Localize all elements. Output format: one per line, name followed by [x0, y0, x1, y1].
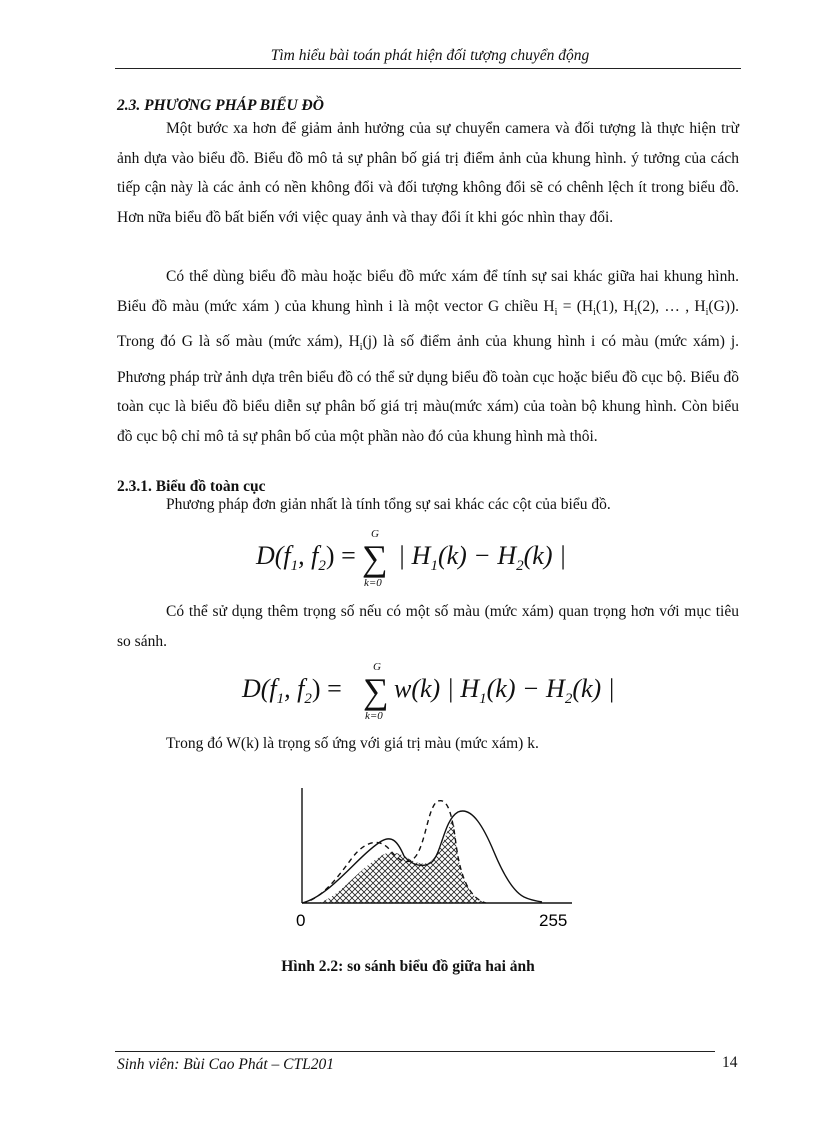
x-axis-min-label: 0	[296, 911, 306, 930]
page-number: 14	[722, 1054, 738, 1071]
subsection-heading: 2.3.1. Biểu đồ toàn cục	[117, 478, 266, 495]
eq1-sum-symbol: ∑	[362, 538, 388, 578]
overlap-hatched-area	[318, 820, 486, 903]
para2-sub-3: i	[634, 306, 638, 318]
subsection-line-3: Trong đó W(k) là trọng số ứng với giá trị màu (mức xám) k.	[166, 735, 539, 752]
x-axis-max-label: 255	[539, 911, 568, 930]
eq1-lower-limit: k=0	[364, 577, 382, 589]
eq1-upper-limit: G	[371, 528, 379, 540]
header-rule	[115, 68, 741, 69]
eq2-lhs: $D(f_1$, $f_2$) =	[242, 674, 342, 708]
para2-text-c: (1), H	[595, 297, 635, 315]
para2-sub-2: i	[593, 306, 596, 318]
eq2-rhs: w(k) | $H_1(k) - H_2(k)$ |	[394, 674, 615, 708]
para2-sub-4: i	[705, 306, 709, 318]
paragraph-1: Một bước xa hơn để giảm ảnh hưởng của sự chuyển camera và đối tượng là thực hiện trừ ảnh dựa vào biểu đồ. Biểu đồ mô tả sự phân bố giá trị điểm ảnh của khung hình. ý tưởng của cách tiếp cận này là các ảnh có nền không đổi và đối tượng không đổi sẽ có chênh lệch ít trong biểu đồ. Hơn nữa biểu đồ bất biến với việc quay ảnh và thay đổi ít khi góc nhìn thay đổi.	[117, 120, 739, 226]
eq2-upper-limit: G	[373, 661, 381, 673]
para2-text-a: Có thể dùng biểu đồ màu hoặc biểu đồ mức xám để tính sự sai khác giữa hai khung hình. Biểu đồ màu (mức xám ) của khung hình i là một vector G chiều H	[117, 268, 739, 315]
paragraph-2	[117, 262, 739, 451]
histogram-comparison-figure	[280, 784, 590, 934]
eq1-lhs: $D(f_1$, $f_2$) =	[256, 541, 356, 575]
eq2-sum-symbol: ∑	[363, 671, 389, 711]
para2-text-f: (j) là số điểm ảnh của khung hình i có màu (mức xám) j. Phương pháp trừ ảnh dựa trên biểu đồ có thể sử dụng biểu đồ toàn cục hoặc biểu đồ cục bộ. Biểu đồ toàn cục là biểu đồ biểu diễn sự phân bố giá trị màu(mức xám) của toàn bộ khung hình. Còn biểu đồ cục bộ chỉ mô tả sự phân bố của một phần nào đó của khung hình mà thôi.	[117, 333, 740, 445]
figure-caption: Hình 2.2: so sánh biểu đồ giữa hai ảnh	[281, 958, 535, 975]
footer-rule	[115, 1051, 715, 1052]
subsection-line-1: Phương pháp đơn giản nhất là tính tổng sự sai khác các cột của biểu đồ.	[166, 496, 611, 513]
para2-sub-1: i	[554, 306, 558, 318]
page-header-title: Tìm hiểu bài toán phát hiện đối tượng chuyển động	[270, 47, 590, 64]
footer-student: Sinh viên: Bùi Cao Phát – CTL201	[117, 1056, 334, 1073]
para2-text-d: (2), … , H	[637, 297, 706, 315]
section-heading: 2.3. PHƯƠNG PHÁP BIỂU ĐỒ	[117, 97, 324, 114]
paragraph-3: Có thể sử dụng thêm trọng số nếu có một số màu (mức xám) quan trọng hơn với mục tiêu so sánh.	[117, 603, 739, 650]
eq1-rhs: | $H_1(k) - H_2(k)$ |	[398, 541, 567, 575]
para2-text-b: = (H	[557, 297, 594, 315]
para2-sub-5: i	[359, 342, 363, 354]
eq2-lower-limit: k=0	[365, 710, 383, 722]
para2-text-e: (G)). Trong đó G là số màu (mức xám), H	[117, 297, 739, 351]
